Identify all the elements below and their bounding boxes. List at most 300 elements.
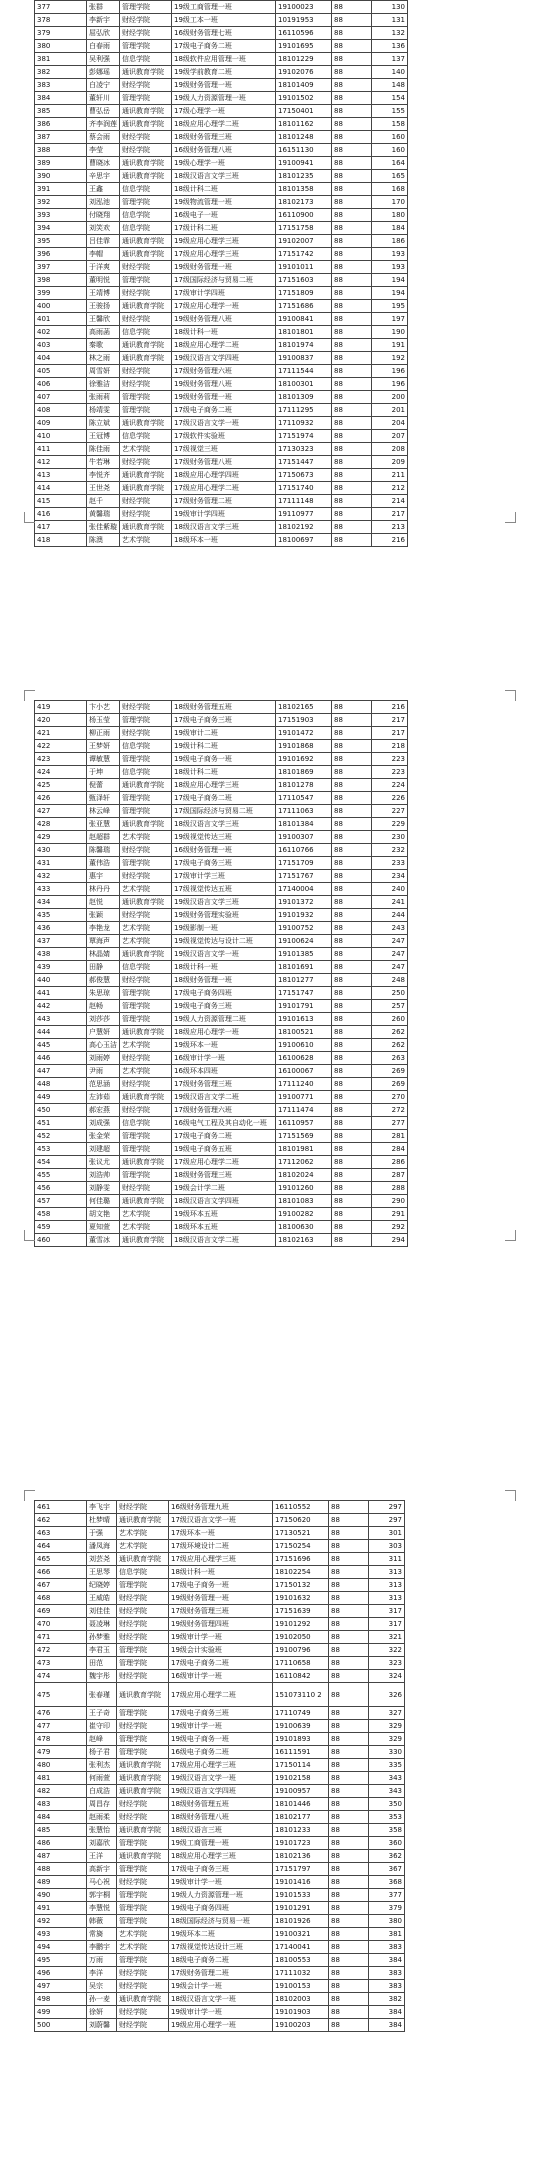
class-name-cell: 18级计科一班 (172, 961, 276, 974)
student-name-cell: 徐雅洁 (87, 378, 120, 391)
table-row (35, 1759, 405, 1772)
position-cell: 379 (369, 1902, 405, 1915)
table-row (35, 248, 408, 261)
score-cell: 88 (332, 1039, 372, 1052)
student-id-cell: 10191953 (276, 14, 332, 27)
student-name-cell: 王威皓 (87, 1592, 117, 1605)
table-row (35, 1720, 405, 1733)
class-name-cell: 18级汉语言文学二班 (172, 1234, 276, 1247)
rank-number-cell: 493 (35, 1928, 87, 1941)
student-id-cell: 16110766 (276, 844, 332, 857)
student-id-cell: 18101083 (276, 1195, 332, 1208)
score-cell: 88 (329, 1837, 369, 1850)
rank-number-cell: 417 (35, 521, 87, 534)
score-cell: 88 (332, 1091, 372, 1104)
rank-number-cell: 461 (35, 1501, 87, 1514)
position-cell: 190 (372, 326, 408, 339)
student-name-cell: 崔守印 (87, 1720, 117, 1733)
position-cell: 270 (372, 1091, 408, 1104)
student-id-cell: 18102163 (276, 1234, 332, 1247)
class-name-cell: 17级计科二班 (172, 222, 276, 235)
position-cell: 291 (372, 1208, 408, 1221)
student-name-cell: 何雨萱 (87, 1772, 117, 1785)
table-row (35, 1707, 405, 1720)
college-cell: 财经学院 (120, 378, 172, 391)
rank-number-cell: 446 (35, 1052, 87, 1065)
score-cell: 88 (329, 1514, 369, 1527)
student-id-cell: 19101472 (276, 727, 332, 740)
class-name-cell: 17级应用心理学三班 (172, 248, 276, 261)
class-name-cell: 18级计科二班 (172, 183, 276, 196)
student-id-cell: 17111063 (276, 805, 332, 818)
position-cell: 343 (369, 1785, 405, 1798)
score-cell: 88 (332, 1221, 372, 1234)
rank-number-cell: 469 (35, 1605, 87, 1618)
class-name-cell: 17级电子商务三班 (172, 714, 276, 727)
college-cell: 管理学院 (117, 1915, 169, 1928)
rank-number-cell: 406 (35, 378, 87, 391)
class-name-cell: 19级财务管理八班 (172, 313, 276, 326)
rank-number-cell: 414 (35, 482, 87, 495)
score-cell: 88 (332, 1000, 372, 1013)
rank-number-cell: 450 (35, 1104, 87, 1117)
student-id-cell: 19100957 (273, 1785, 329, 1798)
rank-number-cell: 385 (35, 105, 87, 118)
position-cell: 196 (372, 365, 408, 378)
college-cell: 通识教育学院 (120, 1156, 172, 1169)
student-id-cell: 19100837 (276, 352, 332, 365)
college-cell: 信息学院 (120, 53, 172, 66)
rank-number-cell: 472 (35, 1644, 87, 1657)
class-name-cell: 16级财务管理八班 (172, 144, 276, 157)
position-cell: 243 (372, 922, 408, 935)
college-cell: 通识教育学院 (120, 896, 172, 909)
class-name-cell: 19级会计实验班 (169, 1644, 273, 1657)
table-row (35, 1928, 405, 1941)
class-name-cell: 17级电子商务三班 (169, 1707, 273, 1720)
rank-number-cell: 442 (35, 1000, 87, 1013)
class-name-cell: 18级财务管理三班 (172, 131, 276, 144)
rank-number-cell: 477 (35, 1720, 87, 1733)
rank-number-cell: 438 (35, 948, 87, 961)
class-name-cell: 18级环本一班 (172, 534, 276, 547)
class-name-cell: 19级审计学一班 (169, 1876, 273, 1889)
rank-number-cell: 470 (35, 1618, 87, 1631)
rank-number-cell: 456 (35, 1182, 87, 1195)
student-name-cell: 潘凤海 (87, 1540, 117, 1553)
position-cell: 170 (372, 196, 408, 209)
score-cell: 88 (332, 1104, 372, 1117)
table-row (35, 339, 408, 352)
student-id-cell: 18102024 (276, 1169, 332, 1182)
table-row (35, 1993, 405, 2006)
student-name-cell: 赵超群 (87, 831, 120, 844)
score-cell: 88 (332, 79, 372, 92)
table-row (35, 1501, 405, 1514)
class-name-cell: 19级计科二班 (172, 740, 276, 753)
class-name-cell: 18级应用心理学三班 (169, 1850, 273, 1863)
table-row (35, 1850, 405, 1863)
student-id-cell: 19101932 (276, 909, 332, 922)
class-name-cell: 18级软件应用管理一班 (172, 53, 276, 66)
rank-number-cell: 463 (35, 1527, 87, 1540)
table-row (35, 1772, 405, 1785)
college-cell: 财经学院 (117, 1967, 169, 1980)
rank-number-cell: 404 (35, 352, 87, 365)
student-id-cell: 17151740 (276, 482, 332, 495)
student-name-cell: 刘建超 (87, 1143, 120, 1156)
position-cell: 158 (372, 118, 408, 131)
score-cell: 88 (332, 209, 372, 222)
table-row (35, 1143, 408, 1156)
student-name-cell: 吴利强 (87, 53, 120, 66)
table-row (35, 1837, 405, 1850)
college-cell: 通识教育学院 (120, 300, 172, 313)
position-cell: 383 (369, 1941, 405, 1954)
class-name-cell: 16级电气工程及其自动化一班 (172, 1117, 276, 1130)
table-row (35, 521, 408, 534)
student-name-cell: 覃海声 (87, 935, 120, 948)
position-cell: 223 (372, 766, 408, 779)
position-cell: 292 (372, 1221, 408, 1234)
position-cell: 323 (369, 1657, 405, 1670)
student-name-cell: 林云峰 (87, 805, 120, 818)
position-cell: 160 (372, 131, 408, 144)
student-id-cell: 18101446 (273, 1798, 329, 1811)
rank-number-cell: 482 (35, 1785, 87, 1798)
class-name-cell: 19级财务管理四班 (169, 1618, 273, 1631)
student-id-cell: 17111032 (273, 1967, 329, 1980)
score-cell: 88 (332, 883, 372, 896)
position-cell: 212 (372, 482, 408, 495)
rank-number-cell: 468 (35, 1592, 87, 1605)
score-cell: 88 (329, 1720, 369, 1733)
class-name-cell: 17级国际经济与贸易二班 (172, 274, 276, 287)
student-id-cell: 17151767 (276, 870, 332, 883)
rank-number-cell: 484 (35, 1811, 87, 1824)
position-cell: 216 (372, 534, 408, 547)
rank-number-cell: 440 (35, 974, 87, 987)
college-cell: 管理学院 (120, 714, 172, 727)
college-cell: 财经学院 (117, 1618, 169, 1631)
score-cell: 88 (332, 1169, 372, 1182)
rank-number-cell: 464 (35, 1540, 87, 1553)
class-name-cell: 18级财务管理五班 (172, 701, 276, 714)
class-name-cell: 18级计科一班 (172, 326, 276, 339)
student-id-cell: 19100771 (276, 1091, 332, 1104)
score-cell: 88 (329, 1772, 369, 1785)
table-row (35, 183, 408, 196)
score-cell: 88 (332, 805, 372, 818)
position-cell: 154 (372, 92, 408, 105)
rank-number-cell: 387 (35, 131, 87, 144)
position-cell: 155 (372, 105, 408, 118)
student-name-cell: 何佳璐 (87, 1195, 120, 1208)
table-row (35, 14, 408, 27)
rank-number-cell: 451 (35, 1117, 87, 1130)
student-name-cell: 卞小艺 (87, 701, 120, 714)
student-name-cell: 张议尤 (87, 1156, 120, 1169)
student-name-cell: 户慧妍 (87, 1026, 120, 1039)
class-name-cell: 18级应用心理学一班 (172, 1026, 276, 1039)
score-cell: 88 (332, 313, 372, 326)
table-row (35, 66, 408, 79)
class-name-cell: 19级财务管理一班 (169, 1592, 273, 1605)
score-cell: 88 (332, 534, 372, 547)
score-cell: 88 (332, 144, 372, 157)
score-cell: 88 (332, 961, 372, 974)
student-name-cell: 刘成强 (87, 1117, 120, 1130)
student-name-cell: 董轩川 (87, 92, 120, 105)
table-row (35, 922, 408, 935)
score-cell: 88 (332, 1052, 372, 1065)
table-row (35, 1104, 408, 1117)
student-name-cell: 张颖 (87, 909, 120, 922)
rank-number-cell: 378 (35, 14, 87, 27)
position-cell: 277 (372, 1117, 408, 1130)
class-name-cell: 19级环本一班 (172, 1039, 276, 1052)
student-id-cell: 16110596 (276, 27, 332, 40)
class-name-cell: 17级财务管理二班 (169, 1967, 273, 1980)
college-cell: 管理学院 (120, 857, 172, 870)
rank-number-cell: 494 (35, 1941, 87, 1954)
table-row (35, 1, 408, 14)
rank-number-cell: 388 (35, 144, 87, 157)
college-cell: 财经学院 (120, 144, 172, 157)
student-name-cell: 董明悦 (87, 274, 120, 287)
class-name-cell: 17级视觉传达设计三班 (169, 1941, 273, 1954)
score-cell: 88 (332, 352, 372, 365)
position-cell: 226 (372, 792, 408, 805)
student-name-cell: 惠宇 (87, 870, 120, 883)
score-cell: 88 (332, 469, 372, 482)
class-name-cell: 19级电子商务三班 (172, 1000, 276, 1013)
student-name-cell: 左沛茹 (87, 1091, 120, 1104)
rank-number-cell: 466 (35, 1566, 87, 1579)
class-name-cell: 16级审计学一班 (169, 1670, 273, 1683)
college-cell: 通识教育学院 (117, 1553, 169, 1566)
student-name-cell: 李飞宇 (87, 1501, 117, 1514)
college-cell: 管理学院 (120, 274, 172, 287)
college-cell: 管理学院 (117, 1837, 169, 1850)
rank-number-cell: 396 (35, 248, 87, 261)
position-cell: 197 (372, 313, 408, 326)
position-cell: 218 (372, 740, 408, 753)
college-cell: 信息学院 (120, 961, 172, 974)
position-cell: 281 (372, 1130, 408, 1143)
table-row (35, 1605, 405, 1618)
score-cell: 88 (332, 974, 372, 987)
score-cell: 88 (332, 235, 372, 248)
student-id-cell: 19102076 (276, 66, 332, 79)
table-row (35, 1000, 408, 1013)
student-name-cell: 陈馨瑞 (87, 844, 120, 857)
student-name-cell: 万雨 (87, 1954, 117, 1967)
position-cell: 191 (372, 339, 408, 352)
position-cell: 297 (369, 1501, 405, 1514)
class-name-cell: 16级财务管理九班 (169, 1501, 273, 1514)
student-name-cell: 倪蕾 (87, 779, 120, 792)
student-id-cell: 151073110 2 (273, 1683, 329, 1707)
score-cell: 88 (332, 857, 372, 870)
rank-number-cell: 496 (35, 1967, 87, 1980)
position-cell: 360 (369, 1837, 405, 1850)
college-cell: 艺术学院 (120, 534, 172, 547)
student-name-cell: 郝宏燕 (87, 1104, 120, 1117)
college-cell: 财经学院 (117, 1605, 169, 1618)
rank-number-cell: 402 (35, 326, 87, 339)
student-name-cell: 王冠博 (87, 430, 120, 443)
student-id-cell: 17151758 (276, 222, 332, 235)
rank-number-cell: 435 (35, 909, 87, 922)
student-name-cell: 王子奇 (87, 1707, 117, 1720)
class-name-cell: 17级财务管理六班 (172, 1104, 276, 1117)
college-cell: 信息学院 (120, 222, 172, 235)
student-name-cell: 孙梦雅 (87, 1631, 117, 1644)
student-name-cell: 吕佳霏 (87, 235, 120, 248)
rank-number-cell: 498 (35, 1993, 87, 2006)
rank-number-cell: 480 (35, 1759, 87, 1772)
position-cell: 322 (369, 1644, 405, 1657)
table-row (35, 53, 408, 66)
class-name-cell: 17级电子商务二班 (172, 404, 276, 417)
college-cell: 通识教育学院 (120, 248, 172, 261)
score-cell: 88 (329, 1501, 369, 1514)
student-id-cell: 16110900 (276, 209, 332, 222)
student-id-cell: 18100630 (276, 1221, 332, 1234)
table-row (35, 870, 408, 883)
rank-number-cell: 476 (35, 1707, 87, 1720)
table-row (35, 1065, 408, 1078)
score-cell: 88 (332, 1026, 372, 1039)
college-cell: 管理学院 (120, 987, 172, 1000)
student-name-cell: 张春瑾 (87, 1683, 117, 1707)
table-row (35, 144, 408, 157)
score-cell: 88 (329, 1644, 369, 1657)
score-cell: 88 (329, 1579, 369, 1592)
table-row (35, 1156, 408, 1169)
score-cell: 88 (329, 1670, 369, 1683)
table-row (35, 170, 408, 183)
position-cell: 287 (372, 1169, 408, 1182)
student-name-cell: 于强 (87, 1527, 117, 1540)
score-cell: 88 (329, 1967, 369, 1980)
student-id-cell: 18102003 (273, 1993, 329, 2006)
score-cell: 88 (332, 404, 372, 417)
student-id-cell: 19100752 (276, 922, 332, 935)
student-name-cell: 王靖博 (87, 287, 120, 300)
college-cell: 艺术学院 (117, 1941, 169, 1954)
table-row (35, 818, 408, 831)
position-cell: 350 (369, 1798, 405, 1811)
score-cell: 88 (329, 1941, 369, 1954)
table-row (35, 1824, 405, 1837)
student-id-cell: 17112062 (276, 1156, 332, 1169)
college-cell: 信息学院 (120, 209, 172, 222)
position-cell: 303 (369, 1540, 405, 1553)
class-name-cell: 19级汉语言文学一班 (169, 1772, 273, 1785)
student-id-cell: 18101869 (276, 766, 332, 779)
student-name-cell: 刘泓池 (87, 196, 120, 209)
table-row (35, 831, 408, 844)
table-row (35, 430, 408, 443)
position-cell: 272 (372, 1104, 408, 1117)
student-id-cell: 17111148 (276, 495, 332, 508)
table-row (35, 495, 408, 508)
rank-number-cell: 429 (35, 831, 87, 844)
rank-number-cell: 495 (35, 1954, 87, 1967)
college-cell: 财经学院 (120, 508, 172, 521)
student-id-cell: 19100610 (276, 1039, 332, 1052)
table-row (35, 157, 408, 170)
position-cell: 262 (372, 1026, 408, 1039)
table-row (35, 209, 408, 222)
table-row (35, 1798, 405, 1811)
rank-number-cell: 459 (35, 1221, 87, 1234)
college-cell: 管理学院 (120, 1013, 172, 1026)
student-id-cell: 18101974 (276, 339, 332, 352)
position-cell: 184 (372, 222, 408, 235)
student-name-cell: 刘芸尧 (87, 1553, 117, 1566)
student-id-cell: 18101278 (276, 779, 332, 792)
student-name-cell: 李莹 (87, 144, 120, 157)
position-cell: 335 (369, 1759, 405, 1772)
rank-number-cell: 411 (35, 443, 87, 456)
student-name-cell: 于坤 (87, 766, 120, 779)
class-name-cell: 17级电子商务二班 (169, 1657, 273, 1670)
position-cell: 217 (372, 508, 408, 521)
table-row (35, 844, 408, 857)
rank-number-cell: 384 (35, 92, 87, 105)
student-name-cell: 赵悦 (87, 896, 120, 909)
student-id-cell: 17110547 (276, 792, 332, 805)
position-cell: 330 (369, 1746, 405, 1759)
score-cell: 88 (332, 1182, 372, 1195)
student-name-cell: 魏宇彤 (87, 1670, 117, 1683)
college-cell: 管理学院 (117, 1733, 169, 1746)
student-name-cell: 田范 (87, 1657, 117, 1670)
rank-number-cell: 488 (35, 1863, 87, 1876)
position-cell: 211 (372, 469, 408, 482)
class-name-cell: 17级电子商务四班 (172, 987, 276, 1000)
college-cell: 财经学院 (117, 1811, 169, 1824)
rank-number-cell: 407 (35, 391, 87, 404)
student-name-cell: 夏知萱 (87, 1221, 120, 1234)
class-name-cell: 18级应用心理学二班 (172, 339, 276, 352)
rank-number-cell: 433 (35, 883, 87, 896)
table-row (35, 766, 408, 779)
student-id-cell: 18101409 (276, 79, 332, 92)
score-cell: 88 (332, 1, 372, 14)
college-cell: 财经学院 (120, 1078, 172, 1091)
table-row (35, 261, 408, 274)
student-id-cell: 17111474 (276, 1104, 332, 1117)
score-cell: 88 (332, 417, 372, 430)
college-cell: 通识教育学院 (120, 118, 172, 131)
score-cell: 88 (332, 922, 372, 935)
position-cell: 223 (372, 753, 408, 766)
student-id-cell: 19102007 (276, 235, 332, 248)
position-cell: 130 (372, 1, 408, 14)
student-name-cell: 徐妍 (87, 2006, 117, 2019)
college-cell: 信息学院 (120, 766, 172, 779)
class-name-cell: 17级应用心理学一班 (172, 300, 276, 313)
position-cell: 248 (372, 974, 408, 987)
class-name-cell: 17级财务管理三班 (169, 1605, 273, 1618)
student-name-cell: 秦歌 (87, 339, 120, 352)
table-row (35, 805, 408, 818)
rank-number-cell: 428 (35, 818, 87, 831)
